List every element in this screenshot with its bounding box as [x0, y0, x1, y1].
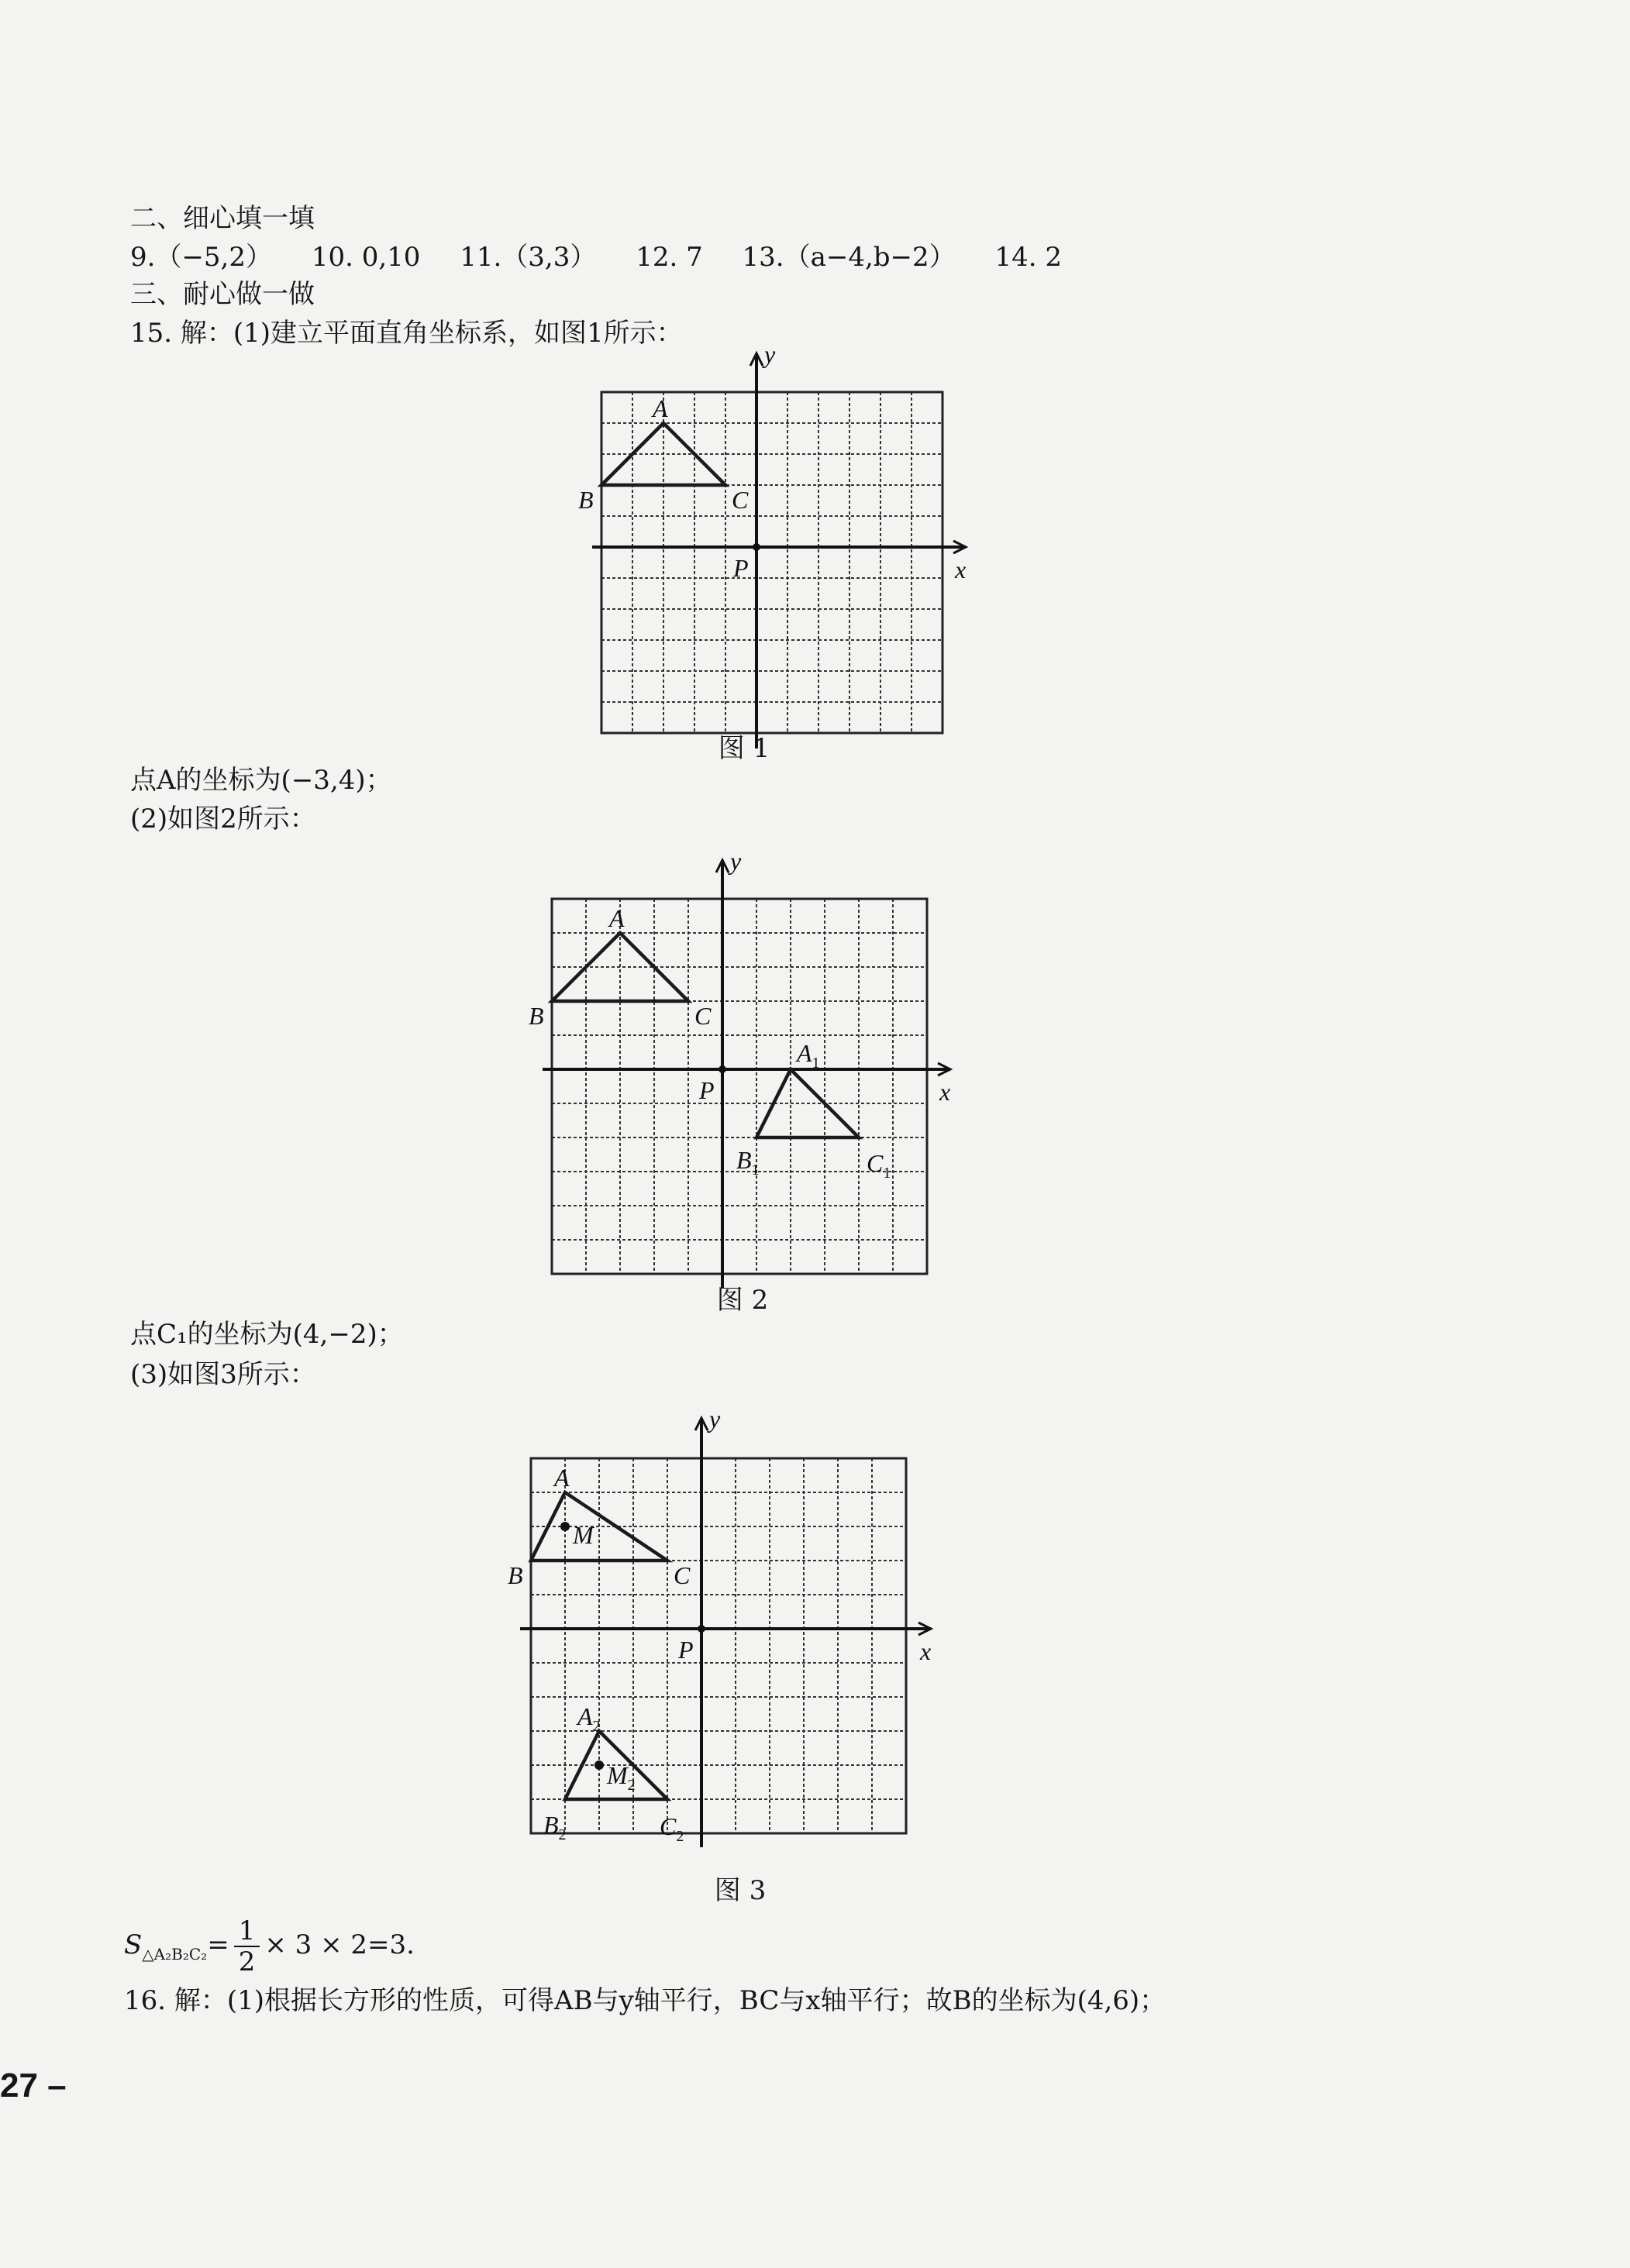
answer-11: 11.（3,3） [460, 242, 597, 273]
grid-frame [601, 392, 943, 733]
x-axis-label: x [920, 1637, 932, 1665]
q15-part1: 15. 解：(1)建立平面直角坐标系，如图1所示： [130, 318, 683, 349]
point-label-C₂: $C_2$ [660, 1812, 684, 1845]
answer-14: 14. 2 [994, 242, 1062, 273]
midpoint-dot [560, 1522, 570, 1531]
area-formula [124, 1914, 415, 1985]
y-axis-label: y [764, 340, 776, 368]
grid-frame [531, 1458, 906, 1833]
origin-dot [698, 1625, 705, 1633]
fraction-numerator: 1 [234, 1916, 260, 1947]
x-axis-label: x [939, 1078, 951, 1106]
grid [601, 392, 943, 733]
point-label-A: A [653, 394, 668, 422]
point-label-M: M [573, 1521, 594, 1549]
coordinate-figure-3 [508, 1402, 965, 1875]
origin-dot [719, 1065, 726, 1073]
area-symbol: S [124, 1929, 143, 1960]
figure-1-caption: 图 1 [718, 733, 770, 764]
grid [552, 899, 927, 1274]
y-axis-label: y [730, 847, 742, 875]
point-label-C: C [694, 1002, 712, 1030]
q15-part3: (3)如图3所示： [130, 1359, 316, 1390]
area-fraction [234, 1916, 260, 1977]
q15-part2: (2)如图2所示： [130, 804, 316, 835]
point-label-A: A [609, 904, 625, 932]
origin-label: P [733, 554, 749, 582]
section2-answers [130, 240, 1093, 274]
coordinate-figure-1 [566, 340, 967, 728]
answer-9: 9.（−5,2） [130, 242, 272, 273]
point-label-A₁: $A_1$ [797, 1039, 820, 1072]
point-label-B₁: $B_1$ [736, 1146, 760, 1179]
origin-dot [753, 543, 760, 551]
answer-12: 12. 7 [636, 242, 703, 273]
q15-part1-result: 点A的坐标为(−3,4)； [130, 765, 392, 796]
origin-label: P [699, 1076, 715, 1104]
point-label-M₂: $M_2$ [607, 1761, 636, 1794]
point-label-A: A [554, 1464, 570, 1492]
figure-2-caption: 图 2 [716, 1285, 769, 1316]
point-label-B: B [529, 1002, 544, 1030]
section3-title: 三、耐心做一做 [130, 279, 315, 310]
section2-title: 二、细心填一填 [130, 203, 315, 234]
point-label-B: B [578, 486, 594, 514]
answer-10: 10. 0,10 [311, 242, 421, 273]
grid-frame [552, 899, 927, 1274]
area-equals: = [207, 1929, 229, 1960]
answer-13: 13.（a−4,b−2） [742, 242, 956, 273]
q15-part2-result: 点C₁的坐标为(4,−2)； [130, 1319, 404, 1350]
midpoint-dot [594, 1760, 604, 1770]
point-label-C: C [674, 1561, 691, 1589]
area-rest: × 3 × 2=3. [264, 1929, 415, 1960]
x-axis-label: x [955, 556, 967, 583]
area-subscript: △A₂B₂C₂ [142, 1944, 208, 1963]
point-label-B: B [508, 1561, 523, 1589]
page-number: 27 – [0, 2067, 67, 2105]
figure-3-caption: 图 3 [714, 1875, 767, 1906]
origin-label: P [678, 1636, 694, 1664]
point-label-C₁: $C_1$ [867, 1149, 891, 1182]
q16-text: 16. 解：(1)根据长方形的性质，可得AB与y轴平行，BC与x轴平行；故B的坐标为(4,6)； [124, 1985, 1167, 2016]
fraction-denominator: 2 [238, 1946, 256, 1977]
point-label-B₂: $B_2$ [543, 1811, 567, 1843]
y-axis-label: y [709, 1405, 721, 1433]
point-label-C: C [732, 486, 749, 514]
point-label-A₂: $A_2$ [577, 1702, 601, 1735]
grid [531, 1458, 906, 1833]
coordinate-figure-2 [529, 845, 977, 1286]
